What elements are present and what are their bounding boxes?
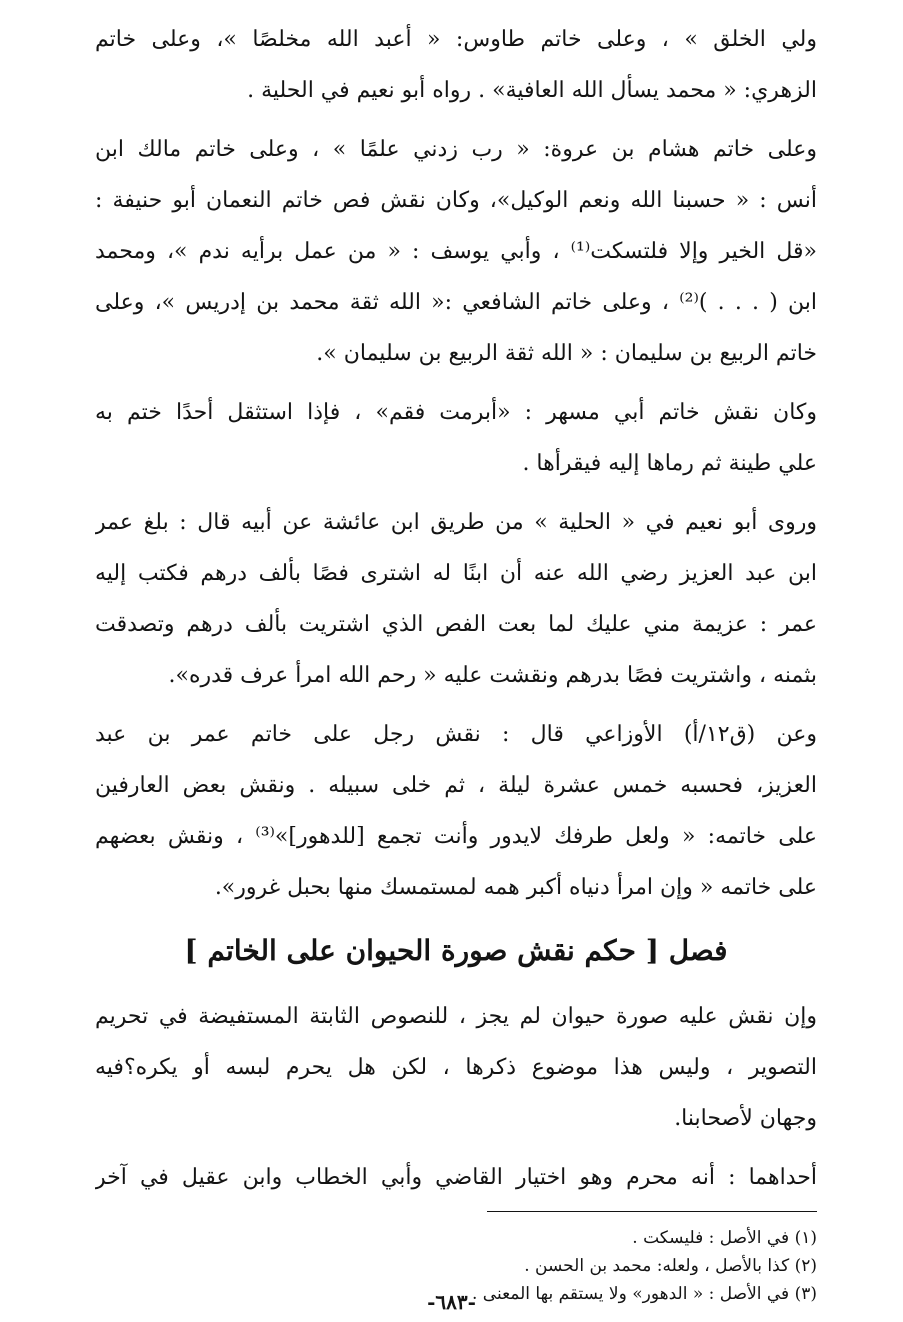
text-line: الزهري: « محمد يسأل الله العافية» . رواه أبو نعيم في الحلية . (247, 78, 817, 103)
text-line: على خاتمه « وإن امرأ دنياه أكبر همه لمستمسك منها بحبل غرور». (214, 875, 817, 900)
paragraph (95, 387, 817, 489)
text-line: على خاتمه: « ولعل طرفك لايدور وأنت تجمع [للدهور]»⁽³⁾ ، ونقش بعضهم (95, 824, 817, 849)
text-line: وجهان لأصحابنا. (674, 1106, 817, 1131)
footnote-divider (487, 1211, 817, 1212)
paragraph (95, 1152, 817, 1203)
text-line: عمر : عزيمة مني عليك لما بعت الفص الذي اشتريت بألف درهم وتصدقت (95, 612, 817, 637)
text-line: خاتم الربيع بن سليمان : « الله ثقة الربيع بن سليمان ». (316, 341, 817, 366)
book-page (95, 14, 817, 1308)
page-number: -٦٨٣- (427, 1290, 476, 1314)
footnote: (٢) كذا بالأصل ، ولعله: محمد بن الحسن . (524, 1256, 817, 1276)
paragraph (95, 497, 817, 701)
text-line: وعن (ق١٢/أ) الأوزاعي قال : نقش رجل على خاتم عمر بن عبد (95, 722, 817, 747)
text-line: وعلى خاتم هشام بن عروة: « رب زدني علمًا » ، وعلى خاتم مالك ابن (95, 137, 817, 162)
footnote: (٣) في الأصل : « الدهور» ولا يستقم بها المعنى . (471, 1284, 817, 1304)
text-line: علي طينة ثم رماها إليه فيقرأها . (522, 451, 817, 476)
text-line: ابن عبد العزيز رضي الله عنه أن ابنًا له اشترى فصًا بألف درهم فكتب إليه (95, 561, 817, 586)
text-line: بثمنه ، واشتريت فصًا بدرهم ونقشت عليه « رحم الله امرأ عرف قدره». (168, 663, 817, 688)
paragraph (95, 991, 817, 1144)
text-line: وكان نقش خاتم أبي مسهر : «أبرمت فقم» ، فإذا استثقل أحدًا ختم به (95, 400, 817, 425)
section-heading: فصل [ حكم نقش صورة الحيوان على الخاتم ] (184, 934, 728, 967)
paragraph (95, 124, 817, 379)
paragraph (95, 14, 817, 116)
footnote: (١) في الأصل : فليسكت . (632, 1228, 817, 1248)
text-line: العزيز، فحسبه خمس عشرة ليلة ، ثم خلى سبيله . ونقش بعض العارفين (95, 773, 817, 798)
text-line: «قل الخير وإلا فلتسكت⁽¹⁾ ، وأبي يوسف : « من عمل برأيه ندم »، ومحمد (95, 239, 817, 264)
text-line: ابن ( . . . )⁽²⁾ ، وعلى خاتم الشافعي :« الله ثقة محمد بن إدريس »، وعلى (95, 290, 817, 315)
text-line: وإن نقش عليه صورة حيوان لم يجز ، للنصوص الثابتة المستفيضة في تحريم (95, 1004, 817, 1029)
text-line: أنس : « حسبنا الله ونعم الوكيل»، وكان نقش فص خاتم النعمان أبو حنيفة : (95, 188, 817, 213)
text-line: أحداهما : أنه محرم وهو اختيار القاضي وأبي الخطاب وابن عقيل في آخر (95, 1165, 817, 1190)
paragraph (95, 709, 817, 913)
text-line: ولي الخلق » ، وعلى خاتم طاوس: « أعبد الله مخلصًا »، وعلى خاتم (95, 27, 817, 52)
text-line: وروى أبو نعيم في « الحلية » من طريق ابن عائشة عن أبيه قال : بلغ عمر (95, 510, 817, 535)
text-line: التصوير ، وليس هذا موضوع ذكرها ، لكن هل يحرم لبسه أو يكره؟فيه (95, 1055, 817, 1080)
